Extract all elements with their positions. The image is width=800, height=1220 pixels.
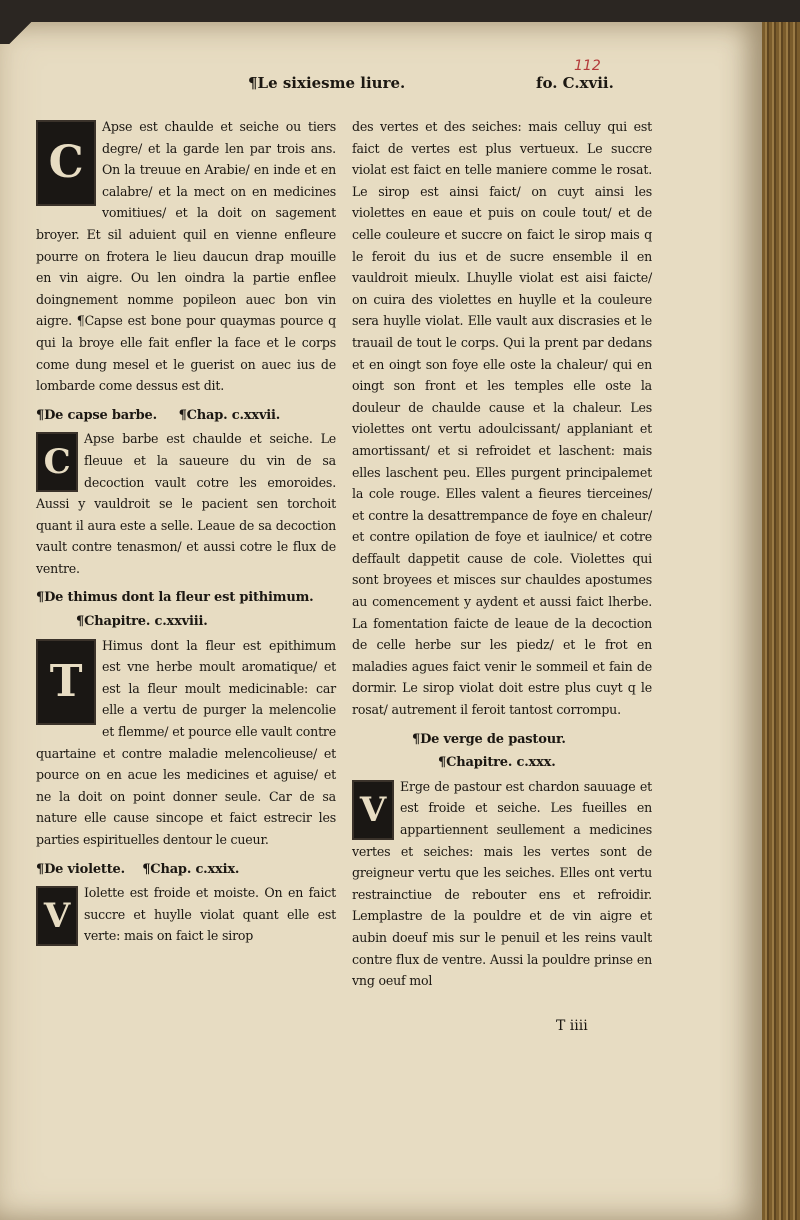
chapter-label: ¶Chapitre. c.xxviii. (76, 614, 208, 630)
decorated-initial: C (36, 432, 78, 492)
decorated-initial: V (352, 780, 394, 840)
section-capse (36, 116, 336, 397)
page-corner (0, 22, 40, 44)
section-heading: ¶De verge de pastour. (412, 731, 566, 747)
page-edges (762, 22, 800, 1220)
section-capse-barbe (36, 428, 336, 579)
section-heading: ¶De violette. ¶Chap. c.xxix. (36, 861, 240, 877)
section-heading: ¶De thimus dont la fleur est pithimum. (36, 590, 314, 606)
decorated-initial: T (36, 639, 96, 725)
running-title: ¶Le sixiesme liure. (248, 74, 406, 92)
section-body: Apse barbe est chaulde et seiche. Le fleuue et la saueure du vin de sa decoction vault cotre les emoroides. Aussi y vauldroit se le pacient sen torchoit quant il aura este a selle. Leaue de sa decoction vault contre tenasmon/ et aussi cotre le flux de ventre. (36, 431, 336, 576)
section-violette (36, 882, 336, 947)
chapter-label: ¶Chapitre. c.xxx. (438, 755, 556, 771)
decorated-initial: C (36, 120, 96, 206)
section-body: Erge de pastour est chardon sauuage et est froide et seiche. Les fueilles en appartiennent seullement a medicines vertes et seiches: mais les vertes sont de greigneur vertu que les seiches. Elles ont vertu restrainctiue de rebouter ens et refroidir. Lemplastre de la pouldre et de vin aigre et aubin doeuf mis sur le penuil et les reins vault contre flux de ventre. Aussi la pouldre prinse en vng oeuf mol (352, 778, 652, 989)
section-body: Iolette est froide et moiste. On en faict succre et huylle violat quant elle est verte: mais on faict le sirop (84, 885, 336, 944)
signature-mark: T iiii (556, 1018, 588, 1034)
folio-number: fo. C.xvii. (536, 74, 614, 92)
section-body: Himus dont la fleur est epithimum est vne herbe moult aromatique/ et est la fleur moult medicinable: car elle a vertu de purger la melencolie et flemme/ et pource elle vault contre quartaine et contre maladie melencolieuse/ et pource on en acue les medicines et aguise/ et ne la doit on point donner seule. Car de sa nature elle cause sincope et faict estrecir les parties espirituelles dentour le cueur. (36, 637, 336, 847)
section-body: Apse est chaulde et seiche ou tiers degre/ et la garde len par trois ans. On la treuue en Arabie/ en inde et en calabre/ et la mect on en medicines vomitiues/ et la doit on sagement broyer. Et sil aduient quil en vienne enfleure pourre on frotera le lieu daucun drap mouille en vin aigre. Ou len oindra la partie enflee doingnement nomme popileon auec bon vin aigre. ¶Capse est bone pour quaymas pource q qui la broye elle fait enfler la face et le corps come dung mesel et le guerist on auec ius de lombarde come dessus est dit. (36, 119, 336, 394)
section-verge-de-pastour (352, 776, 652, 992)
decorated-initial: V (36, 886, 78, 946)
section-thimus (36, 635, 336, 851)
handwritten-folio-number: 112 (574, 58, 601, 74)
left-column (36, 116, 336, 947)
section-heading: ¶De capse barbe. ¶Chap. c.xxvii. (36, 407, 281, 423)
right-column (352, 116, 652, 992)
section-violette-continued: des vertes et des seiches: mais celluy qui est faict de vertes est plus vertueux. Le succre violat est faict en telle maniere comme le rosat. Le sirop est ainsi faict/ on cuyt ainsi les violettes en eaue et puis on coule tout/ et de celle couleure et succre on faict le sirop mais q le feroit du ius et de sucre ensemble il en vauldroit mieulx. Lhuylle violat est aisi faicte/ on cuira des violettes en huylle et la couleure sera huylle violat. Elle vault aux discrasies et le trauail de tout le corps. Qui la prent par dedans et en oingt son foye elle oste la chaleur/ qui en oingt son front et les temples elle oste la douleur de chaulde cause et la chaleur. Les violettes ont vertu adoulcissant/ applaniant et amortissant/ et si refroidet et laschent: mais elles laschent peu. Elles purgent principalemet la cole rouge. Elles valent a fieures tierceines/ et contre la desattrempance de foye en chaleur/ et contre opilation de foye et iaulnice/ et cotre deffault dappetit cause de cole. Violettes qui sont broyees et misces sur chauldes apostumes au comencement y aydent et aussi faict lherbe. La fomentation faicte de leaue de la decoction de celle herbe sur les piedz/ et le frot en maladies agues faict venir le sommeil et fain de dormir. Le sirop violat doit estre plus cuyt q le rosat/ autrement il feroit tantost corrompu. (352, 119, 652, 718)
